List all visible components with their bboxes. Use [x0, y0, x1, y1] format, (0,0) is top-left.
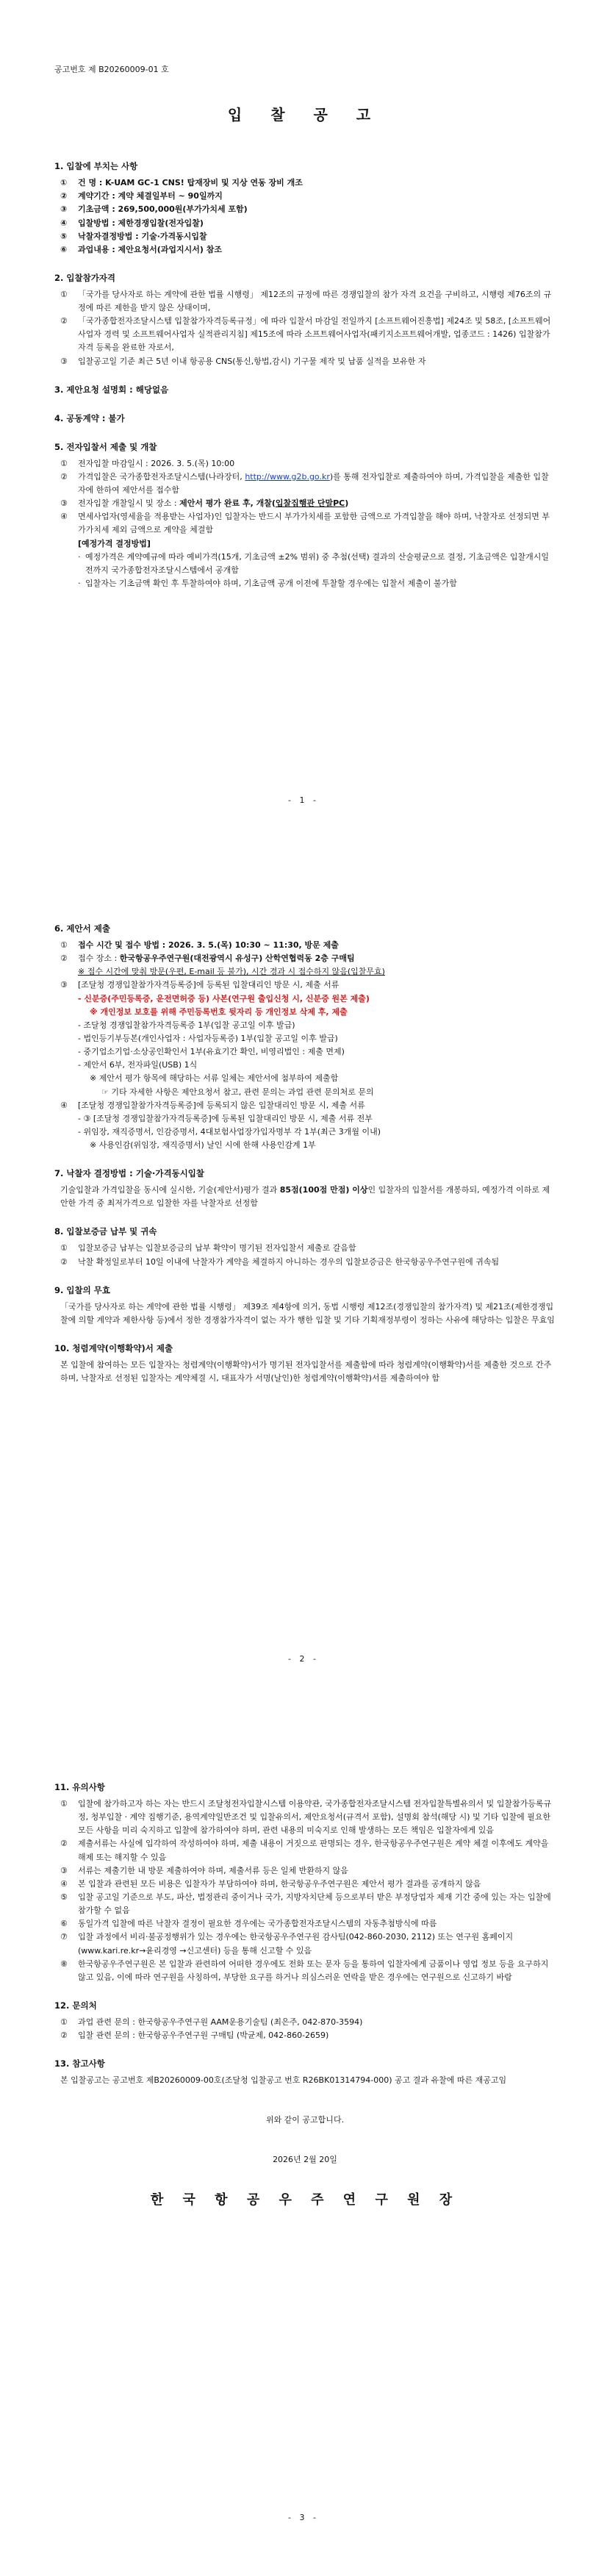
list-item: ② 입찰 관련 문의 : 한국항공우주연구원 구매팀 (박균제, 042-860-2659) — [60, 2031, 329, 2041]
section-bid-bond — [54, 1225, 556, 1268]
list-item: ① 접수 시간 및 접수 방법 : 2026. 3. 5.(목) 10:30 ~ 11:30, 방문 제출 — [60, 940, 339, 950]
paragraph: 본 입찰공고는 공고번호 제B20260009-00호(조달청 입찰공고 번호 R26BK01314794-000) 공고 결과 유찰에 따른 재공고임 — [60, 2075, 507, 2086]
list-item: ③ [조달청 경쟁입찰참가자격등록증]에 등록된 입찰대리인 방문 시, 제출 서류 — [60, 980, 340, 990]
section-heading: 13. 참고사항 — [54, 2058, 105, 2069]
list-item-highlight: - 신분증(주민등록증, 운전면허증 등) 사본(연구원 출입신청 시, 신분증 원본 제출) — [78, 993, 370, 1003]
list-item: ⑥ 동일가격 입찰에 따른 낙찰자 결정이 필요한 경우에는 국가종합전자조달시스템의 자동추첨방식에 따름 — [60, 1919, 437, 1929]
section-briefing — [54, 383, 556, 397]
section-joint-contract — [54, 412, 556, 426]
section-heading: 10. 청렴계약(이행확약)서 제출 — [54, 1342, 173, 1353]
section-heading: 12. 문의처 — [54, 2000, 97, 2011]
section-integrity-pledge — [54, 1342, 556, 1385]
list-item: ④ 입찰방법 : 제한경쟁입찰(전자입찰) — [60, 218, 204, 228]
page-1 — [0, 0, 607, 859]
notice-number: 공고번호 제 B20260009-01 호 — [54, 65, 169, 74]
section-heading: 4. 공동계약 : 불가 — [54, 412, 125, 423]
section-heading: 9. 입찰의 무효 — [54, 1284, 110, 1295]
list-item: ② 계약기간 : 계약 체결일부터 ~ 90일까지 — [60, 191, 223, 201]
section-bid-items — [54, 160, 556, 257]
list-item: ⑤ 입찰 공고일 기준으로 부도, 파산, 법정관리 중이거나 국가, 지방자치단체 등으로부터 받은 부정당업자 제재 기간 중에 있는 자는 입찰에 참가할 수 없음 — [60, 1892, 551, 1916]
page-3 — [0, 1717, 607, 2576]
section-award-method — [54, 1167, 556, 1210]
list-item: ② 낙찰 확정일로부터 10일 이내에 낙찰자가 계약을 체결하지 아니하는 경우의 입찰보증금은 한국항공우주연구원에 귀속됨 — [60, 1256, 500, 1267]
list-item: ① 입찰보증금 납부는 입찰보증금의 납부 확약이 명기된 전자입찰서 제출로 갈음함 — [60, 1243, 356, 1253]
section-heading: 2. 입찰참가자격 — [54, 272, 116, 283]
list-item: ⑦ 입찰 과정에서 비리·불공정행위가 있는 경우에는 한국항공우주연구원 감사팀(042-860-2030, 2112) 또는 연구원 홈페이지(www.kari.re.kr→윤리경영 →신고센터) 등을 통해 신고할 수 있음 — [60, 1932, 514, 1956]
list-item: - 위임장, 재직증명서, 인감증명서, 4대보험사업장가입자명부 각 1부(최근 3개월 이내) — [78, 1126, 381, 1137]
document-title: 입 찰 공 고 — [227, 106, 383, 124]
page-number: - 3 - — [288, 2512, 319, 2522]
list-item: · 예정가격은 계약예규에 따라 예비가격(15개, 기초금액 ±2% 범위) 중 추첨(선택) 결과의 산술평균으로 결정, 기초금액은 입찰개시일 전까지 국가종합전자조달시스템에서 공개함 — [78, 551, 549, 575]
list-item: ⑥ 과업내용 : 제안요청서(과업지시서) 참조 — [60, 244, 222, 254]
section-proposal-submission — [54, 922, 556, 1152]
section-e-bidding — [54, 440, 556, 590]
g2b-link[interactable]: http://www.g2b.go.kr — [245, 471, 330, 482]
list-item: ① 「국가를 당사자로 하는 계약에 관한 법률 시행령」 제12조의 규정에 따른 경쟁입찰의 참가 자격 요건을 구비하고, 시행령 제76조의 규정에 따른 제한을 받지 않은 상태이며, — [60, 289, 552, 313]
list-item: ③ 서류는 제출기한 내 방문 제출하여야 하며, 제출서류 등은 일체 반환하지 않음 — [60, 1865, 348, 1875]
list-item: ① 건 명 : K-UAM GC-1 CNS! 탑재장비 및 지상 연동 장비 개조 — [60, 178, 303, 188]
section-contacts — [54, 1999, 556, 2042]
notice-date: 2026년 2월 20일 — [273, 2155, 337, 2165]
note: ※ 사용인감(위임장, 재직증명서) 날인 시에 한해 사용인감계 1부 — [90, 1140, 316, 1151]
note: ※ 제안서 평가 항목에 해당하는 서류 일체는 제안서에 첨부하여 제출함 — [90, 1073, 339, 1084]
list-item: ② 「국가종합전자조달시스템 입찰참가자격등록규정」에 따라 입찰서 마감일 전일까지 [소프트웨어진흥법] 제24조 및 58조, [소프트웨어사업자 경력 및 소프트웨어사업자 실적관리지침] 제15조에 따라 소프트웨어사업자(패키지소프트웨어개발, 업종코드 : 1426) 입찰참가 자격 등록을 완료한 자로서, — [60, 316, 551, 353]
signer: 한 국 항 공 우 주 연 구 원 장 — [150, 2192, 460, 2208]
closing-statement: 위와 같이 공고합니다. — [265, 2115, 345, 2125]
section-heading: 3. 제안요청 설명회 : 해당없음 — [54, 384, 169, 395]
price-method-heading: [예정가격 결정방법] — [78, 538, 151, 548]
section-references — [54, 2057, 556, 2087]
note: ☞ 기타 자세한 사항은 제안요청서 참고, 관련 문의는 과업 관련 문의처로 문의 — [101, 1087, 374, 1097]
section-heading: 8. 입찰보증금 납부 및 귀속 — [54, 1226, 157, 1237]
paragraph: 본 입찰에 참여하는 모든 입찰자는 청렴계약(이행확약)서가 명기된 전자입찰서를 제출함에 따라 청렴계약(이행확약)서를 제출한 것으로 간주하며, 낙찰자로 선정된 입찰자는 계약체결 시, 대표자가 서명(날인)한 청렴계약(이행확약)서를 제출하여야 함 — [60, 1359, 552, 1384]
list-item: ② 가격입찰은 국가종합전자조달시스템(나라장터, http://www.g2b.go.kr)를 통해 전자입찰로 제출하여야 하며, 가격입찰을 제출한 입찰자에 한하여 제안서를 접수함 — [60, 471, 549, 495]
paragraph: 기술입찰과 가격입찰을 동시에 실시한, 기술(제안서)평가 결과 85점(100점 만점) 이상인 입찰자의 입찰서를 개봉하되, 예정가격 이하로 제안한 가격 중 최저가격으로 입찰한 자를 낙찰자로 선정함 — [60, 1185, 550, 1209]
page-2 — [0, 859, 607, 1717]
page-number: - 1 - — [288, 795, 319, 805]
section-heading: 5. 전자입찰서 제출 및 개찰 — [54, 441, 157, 452]
list-item: ④ [조달청 경쟁입찰참가자격등록증]에 등록되지 않은 입찰대리인 방문 시, 제출 서류 — [60, 1100, 365, 1110]
list-item: ⑧ 한국항공우주연구원은 본 입찰과 관련하여 어떠한 경우에도 전화 또는 문자 등을 통하여 입찰자에게 금품이나 영업 정보 등을 요구하지 않고 있음, 이에 따라 연구원을 사칭하여, 부당한 요구를 하거나 의심스러운 연락을 받은 경우에는 연구원으로 신고하기 바람 — [60, 1958, 549, 1982]
page-number: - 2 - — [288, 1653, 319, 1664]
note-highlight: ※ 개인정보 보호를 위해 주민등록번호 뒷자리 등 개인정보 삭제 후, 제출 — [90, 1006, 348, 1017]
list-item: ② 접수 장소 : 한국항공우주연구원(대전광역시 유성구) 산학연협력동 2층 구매팀 — [60, 954, 355, 964]
section-eligibility — [54, 271, 556, 368]
section-invalidity — [54, 1284, 556, 1327]
section-heading: 11. 유의사항 — [54, 1782, 105, 1792]
list-item: - 제안서 6부, 전자파일(USB) 1식 — [78, 1060, 198, 1070]
section-precautions — [54, 1781, 556, 1984]
list-item: ③ 기초금액 : 269,500,000원(부가가치세 포함) — [60, 204, 248, 215]
list-item: ① 전자입찰 마감일시 : 2026. 3. 5.(목) 10:00 — [60, 458, 235, 468]
section-heading: 1. 입찰에 부치는 사항 — [54, 161, 138, 172]
list-item: ⑤ 낙찰자결정방법 : 기술·가격동시입찰 — [60, 231, 207, 241]
list-item: · 입찰자는 기초금액 확인 후 투찰하여야 하며, 기초금액 공개 이전에 투찰할 경우에는 입찰서 제출이 불가함 — [78, 578, 457, 588]
list-item: ④ 면세사업자(영세율을 적용받는 사업자)인 입찰자는 반드시 부가가치세를 포함한 금액으로 가격입찰을 해야 하며, 낙찰자로 선정되면 부가가치세 제외 금액으로 계약을 체결함 — [60, 512, 550, 535]
paragraph: 「국가를 당사자로 하는 계약에 관한 법률 시행령」 제39조 제4항에 의거, 동법 시행령 제12조(경쟁입찰의 참가자격) 및 제21조(제한경쟁입찰에 의할 계약과 제한사항 등)에서 정한 경쟁참가자격이 없는 자가 행한 입찰 및 기타 기획재정부령이 정하는 사유에 해당하는 입찰은 무효임 — [60, 1301, 555, 1325]
list-item: ① 입찰에 참가하고자 하는 자는 반드시 조달청전자입찰시스템 이용약관, 국가종합전자조달시스템 전자입찰특별유의서 및 입찰참가등록규정, 청부입찰 · 계약 집행기준, 용역계약일반조건 및 입찰유의서, 제안요청서(규격서 포함), 설명회 참석(해당 시) 및 기타 입찰에 필요한 모든 사항을 미리 숙지하고 입찰에 참가하여야 하며, 관련 내용의 미숙지로 인해 발생하는 모든 책임은 입찰자에게 있음 — [60, 1798, 552, 1836]
list-item: - 법인등기부등본(개인사업자 : 사업자등록증) 1부(입찰 공고일 이후 발급) — [78, 1033, 338, 1043]
list-item: ③ 입찰공고일 기준 최근 5년 이내 항공용 CNS(통신,항법,감시) 기구물 제작 및 납품 실적을 보유한 자 — [60, 356, 426, 366]
note: ※ 접수 시간에 맞춰 방문(우편, E-mail 등 불가), 시간 경과 시 접수하지 않음(입찰무효) — [78, 967, 385, 977]
list-item: ④ 본 입찰과 관련된 모든 비용은 입찰자가 부담하여야 하며, 한국항공우주연구원은 제안서 평가 결과를 공개하지 않음 — [60, 1878, 481, 1889]
section-heading: 7. 낙찰자 결정방법 : 기술·가격동시입찰 — [54, 1168, 204, 1179]
list-item: - ③ [조달청 경쟁입찰참가자격등록증]에 등록된 입찰대리인 방문 시, 제출 서류 전부 — [78, 1113, 373, 1123]
list-item: ② 제출서류는 사실에 입각하여 작성하여야 하며, 제출 내용이 거짓으로 판명되는 경우, 한국항공우주연구원은 계약 체결 이후에도 계약을 해제 또는 해지할 수 있음 — [60, 1839, 549, 1862]
section-heading: 6. 제안서 제출 — [54, 923, 110, 934]
list-item: ① 과업 관련 문의 : 한국항공우주연구원 AAM운용기술팀 (최은주, 042-870-3594) — [60, 2017, 363, 2027]
list-item: - 조달청 경쟁입찰참가자격등록증 1부(입찰 공고일 이후 발급) — [78, 1020, 295, 1030]
list-item: - 중기업소기업·소상공인확인서 1부(유효기간 확인, 비영리법인 : 제출 면제) — [78, 1047, 345, 1057]
list-item: ③ 전자입찰 개찰일시 및 장소 : 제안서 평가 완료 후, 개찰(입찰집행관 단말PC) — [60, 498, 349, 509]
